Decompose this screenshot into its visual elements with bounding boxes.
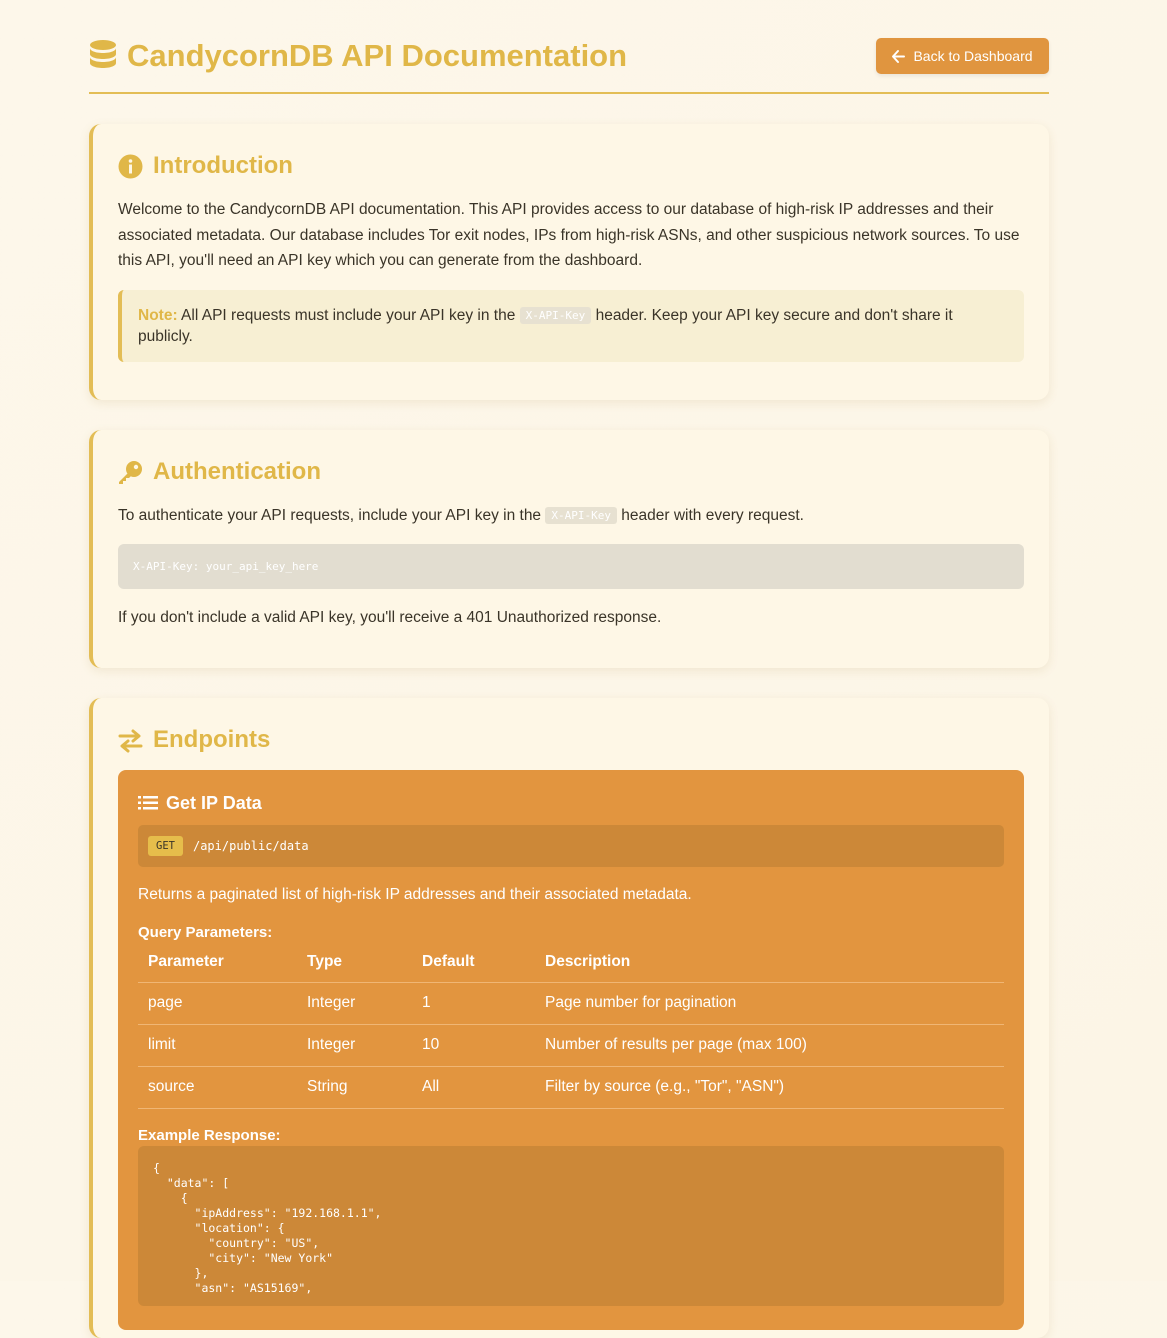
authentication-card	[89, 430, 1049, 668]
table-row	[138, 1066, 1004, 1108]
page-header	[89, 0, 1049, 94]
key-icon	[118, 460, 143, 485]
page-title	[89, 38, 627, 74]
table-header-row	[138, 942, 1004, 982]
column-header: Type	[297, 942, 412, 982]
introduction-heading	[118, 151, 1024, 181]
table-cell: Filter by source (e.g., "Tor", "ASN")	[535, 1066, 1004, 1108]
table-cell: All	[412, 1066, 535, 1108]
database-icon	[89, 39, 117, 73]
endpoint-path: /api/public/data	[192, 839, 309, 853]
note-text-before: All API requests must include your API key in the	[177, 306, 520, 324]
table-cell: String	[297, 1066, 412, 1108]
note-label: Note:	[138, 306, 178, 324]
column-header: Parameter	[138, 942, 297, 982]
table-cell: 1	[412, 982, 535, 1024]
table-row	[138, 982, 1004, 1024]
table-cell: Integer	[297, 1024, 412, 1066]
authentication-heading	[118, 457, 1024, 487]
table-cell: Number of results per page (max 100)	[535, 1024, 1004, 1066]
page-container	[89, 0, 1049, 1295]
example-response-label: Example Response:	[138, 1126, 281, 1144]
arrow-left-icon	[892, 50, 905, 63]
column-header: Default	[412, 942, 535, 982]
table-cell: 10	[412, 1024, 535, 1066]
authentication-text	[118, 503, 1024, 529]
endpoints-heading	[118, 725, 1024, 755]
exchange-icon	[118, 728, 143, 753]
note-text-after: header. Keep your API key secure and don't share it publicly.	[138, 306, 953, 345]
back-button-label: Back to Dashboard	[913, 48, 1033, 64]
list-icon	[138, 795, 158, 811]
page-title-text: CandycornDB API Documentation	[127, 38, 628, 73]
query-parameters-table	[138, 942, 1004, 1109]
endpoint-route	[138, 825, 1004, 867]
endpoint-title-text: Get IP Data	[166, 792, 262, 813]
auth-footer-text: If you don't include a valid API key, you'll receive a 401 Unauthorized response.	[118, 608, 662, 626]
get-ip-data-endpoint	[118, 770, 1024, 1330]
auth-text-after: header with every request.	[616, 507, 804, 524]
note-inline-code: X-API-Key	[520, 307, 592, 324]
http-method-badge: GET	[148, 836, 183, 856]
authentication-heading-text: Authentication	[153, 458, 321, 485]
back-to-dashboard-button[interactable]	[876, 38, 1049, 74]
info-icon	[118, 154, 143, 179]
auth-text-before: To authenticate your API requests, include your API key in the	[118, 507, 546, 524]
auth-inline-code: X-API-Key	[545, 507, 617, 524]
auth-code-example: X-API-Key: your_api_key_here	[118, 544, 1024, 589]
endpoint-description: Returns a paginated list of high-risk IP addresses and their associated metadata.	[138, 886, 692, 903]
column-header: Description	[535, 942, 1004, 982]
table-row	[138, 1024, 1004, 1066]
table-cell: page	[138, 982, 297, 1024]
table-cell: source	[138, 1066, 297, 1108]
endpoint-title	[138, 770, 1004, 815]
introduction-text: Welcome to the CandycornDB API documentation. This API provides access to our database of high-risk IP addresses and their associated metadata. Our database includes Tor exit nodes, IPs from high-risk ASNs, and other suspicious network sources. To use this API, you'll need an API key which you can generate from the dashboard.	[118, 201, 1020, 269]
endpoints-heading-text: Endpoints	[153, 726, 271, 753]
api-key-note	[118, 290, 1024, 362]
table-cell: Page number for pagination	[535, 982, 1004, 1024]
introduction-heading-text: Introduction	[153, 152, 293, 179]
query-parameters-label: Query Parameters:	[138, 924, 273, 941]
introduction-card	[89, 124, 1049, 400]
example-response-code: { "data": [ { "ipAddress": "192.168.1.1", "location": { "country": "US", "city": "New York" }, "asn": "AS15169",	[138, 1146, 1004, 1306]
table-cell: Integer	[297, 982, 412, 1024]
table-cell: limit	[138, 1024, 297, 1066]
endpoints-card	[89, 698, 1049, 1338]
